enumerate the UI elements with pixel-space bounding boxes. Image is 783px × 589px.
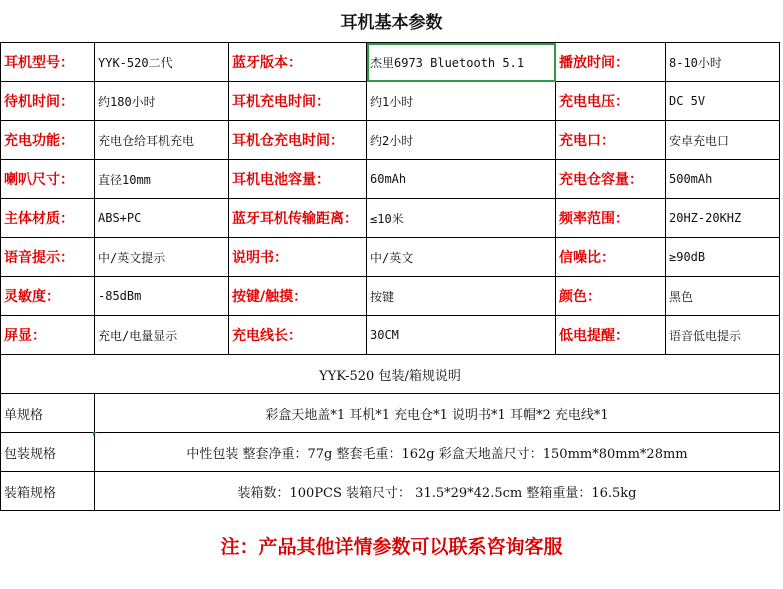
spec-value-cell[interactable]: 直径10mm — [95, 160, 229, 199]
packaging-label[interactable]: 包装规格 — [1, 433, 95, 472]
spec-value-cell[interactable]: -85dBm — [95, 277, 229, 316]
spec-label-cell[interactable]: 蓝牙耳机传输距离： — [229, 199, 367, 238]
packaging-label[interactable]: 单规格 — [1, 394, 95, 433]
packaging-value[interactable]: 中性包装 整套净重：77g 整套毛重：162g 彩盒天地盖尺寸：150mm*80mm*28mm — [95, 433, 780, 472]
spec-row — [1, 43, 780, 82]
spec-label-cell[interactable]: 信噪比： — [556, 238, 666, 277]
packaging-label[interactable]: 装箱规格 — [1, 472, 95, 511]
spec-label-cell[interactable]: 低电提醒： — [556, 316, 666, 355]
packaging-row — [1, 472, 780, 511]
spec-table-body — [1, 43, 780, 355]
spec-label-cell[interactable]: 屏显： — [1, 316, 95, 355]
spec-value-cell[interactable]: 60mAh — [367, 160, 556, 199]
spec-value-cell[interactable]: 中/英文 — [367, 238, 556, 277]
footer-note: 注：产品其他详情参数可以联系咨询客服 — [220, 536, 563, 558]
spec-label-cell[interactable]: 耳机仓充电时间： — [229, 121, 367, 160]
spec-row — [1, 277, 780, 316]
spec-row — [1, 199, 780, 238]
spec-value-cell[interactable]: ≥90dB — [666, 238, 780, 277]
spec-value-cell[interactable]: DC 5V — [666, 82, 780, 121]
spec-value-cell[interactable]: 20HZ-20KHZ — [666, 199, 780, 238]
spec-value-cell[interactable]: YYK-520二代 — [95, 43, 229, 82]
spec-value-cell[interactable]: ≤10米 — [367, 199, 556, 238]
spec-label-cell[interactable]: 播放时间： — [556, 43, 666, 82]
packaging-row — [1, 433, 780, 472]
spec-label-cell[interactable]: 频率范围： — [556, 199, 666, 238]
spec-label-cell[interactable]: 蓝牙版本： — [229, 43, 367, 82]
spec-value-cell[interactable]: 黑色 — [666, 277, 780, 316]
spec-value-cell[interactable]: 中/英文提示 — [95, 238, 229, 277]
packaging-row — [1, 394, 780, 433]
spec-label-cell[interactable]: 待机时间： — [1, 82, 95, 121]
packaging-value[interactable]: 装箱数：100PCS 装箱尺寸： 31.5*29*42.5cm 整箱重量：16.5kg — [95, 472, 780, 511]
packaging-value[interactable]: 彩盒天地盖*1 耳机*1 充电仓*1 说明书*1 耳帽*2 充电线*1 — [95, 394, 780, 433]
comment-indicator-icon — [93, 432, 97, 436]
spec-label-cell[interactable]: 语音提示： — [1, 238, 95, 277]
spec-value-cell[interactable]: 安卓充电口 — [666, 121, 780, 160]
spec-row — [1, 121, 780, 160]
spec-row — [1, 160, 780, 199]
spec-label-cell[interactable]: 灵敏度： — [1, 277, 95, 316]
spec-value-cell[interactable]: 约1小时 — [367, 82, 556, 121]
spec-value-cell[interactable]: 约2小时 — [367, 121, 556, 160]
spec-label-cell[interactable]: 耳机电池容量： — [229, 160, 367, 199]
spec-label-cell[interactable]: 充电线长： — [229, 316, 367, 355]
spec-table — [0, 42, 780, 511]
spec-value-cell[interactable]: 500mAh — [666, 160, 780, 199]
spec-value-cell[interactable]: 约180小时 — [95, 82, 229, 121]
spec-value-cell[interactable]: 8-10小时 — [666, 43, 780, 82]
spec-row — [1, 238, 780, 277]
spec-value-cell[interactable]: 按键 — [367, 277, 556, 316]
page-title: 耳机基本参数 — [340, 13, 443, 33]
spec-value-cell[interactable]: 30CM — [367, 316, 556, 355]
spec-label-cell[interactable]: 充电口： — [556, 121, 666, 160]
spec-value-cell[interactable]: 充电/电量显示 — [95, 316, 229, 355]
spec-row — [1, 82, 780, 121]
spec-value-cell[interactable]: 充电仓给耳机充电 — [95, 121, 229, 160]
spec-label-cell[interactable]: 耳机充电时间： — [229, 82, 367, 121]
spec-label-cell[interactable]: 耳机型号： — [1, 43, 95, 82]
packaging-section — [1, 355, 780, 511]
spec-label-cell[interactable]: 充电仓容量： — [556, 160, 666, 199]
spec-label-cell[interactable]: 说明书： — [229, 238, 367, 277]
spec-value-cell[interactable]: ABS+PC — [95, 199, 229, 238]
spec-label-cell[interactable]: 喇叭尺寸： — [1, 160, 95, 199]
spec-label-cell[interactable]: 充电功能： — [1, 121, 95, 160]
packaging-title[interactable]: YYK-520 包装/箱规说明 — [1, 355, 780, 394]
packaging-title-row — [1, 355, 780, 394]
spec-row — [1, 316, 780, 355]
spec-label-cell[interactable]: 颜色： — [556, 277, 666, 316]
spec-value-cell[interactable]: 语音低电提示 — [666, 316, 780, 355]
spec-label-cell[interactable]: 充电电压： — [556, 82, 666, 121]
spec-label-cell[interactable]: 按键/触摸： — [229, 277, 367, 316]
spec-value-cell[interactable]: 杰里6973 Bluetooth 5.1 — [367, 43, 556, 82]
spec-label-cell[interactable]: 主体材质： — [1, 199, 95, 238]
